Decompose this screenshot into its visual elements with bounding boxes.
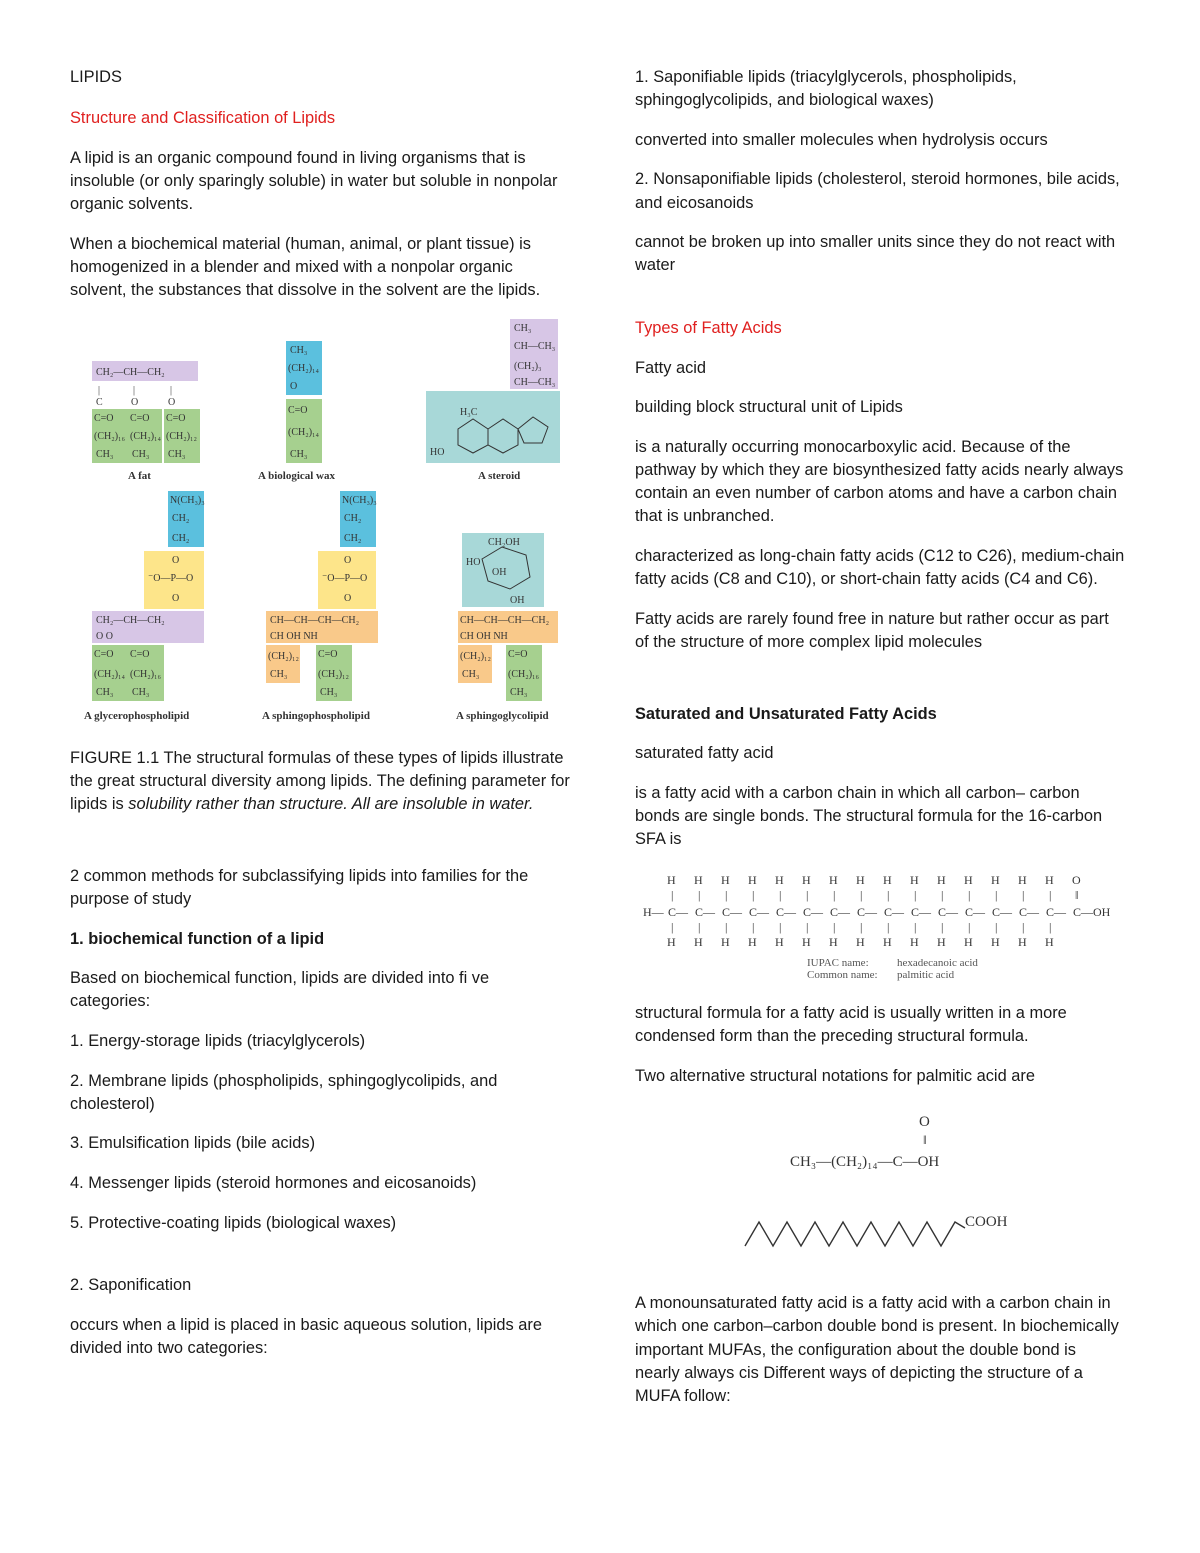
svg-text:|: | bbox=[725, 919, 728, 934]
svg-text:CH₃: CH₃ bbox=[320, 686, 338, 698]
svg-text:H: H bbox=[937, 872, 946, 887]
svg-text:|: | bbox=[1022, 919, 1025, 934]
svg-text:HO: HO bbox=[466, 556, 481, 568]
svg-text:CH₃: CH₃ bbox=[132, 448, 150, 460]
fatty-acid-def1: building block structural unit of Lipids bbox=[635, 398, 903, 417]
svg-text:CH₃: CH₃ bbox=[96, 448, 114, 460]
svg-text:CH OH NH: CH OH NH bbox=[460, 630, 508, 642]
svg-text:CH₃: CH₃ bbox=[510, 686, 528, 698]
methods-intro: 2 common methods for subclassifying lipids into families for the purpose of study bbox=[70, 866, 529, 908]
common-value: palmitic acid bbox=[897, 968, 955, 981]
caption-main: FIGURE 1.1 The structural formulas of these types of lipids illustrate the great structural diversity among lipids. The defining parameter for lipids is bbox=[70, 748, 570, 814]
svg-text:O: O bbox=[131, 396, 139, 408]
svg-text:CH—CH—CH—CH₂: CH—CH—CH—CH₂ bbox=[460, 614, 550, 626]
svg-text:|: | bbox=[887, 919, 890, 934]
section-heading-structure: Structure and Classification of Lipids bbox=[70, 109, 336, 128]
svg-text:HO: HO bbox=[430, 446, 445, 458]
saponifiable-item: 1. Saponifiable lipids (triacylglycerols, phospholipids, sphingoglycolipids, and biological waxes) bbox=[635, 68, 1017, 110]
svg-text:C—: C— bbox=[803, 904, 824, 919]
svg-text:|: | bbox=[698, 919, 701, 934]
svg-text:H: H bbox=[721, 872, 730, 887]
steroid-label: A steroid bbox=[478, 469, 521, 482]
svg-text:C=O: C=O bbox=[130, 648, 150, 660]
glycerophospholipid-label: A glycerophospholipid bbox=[84, 709, 190, 722]
fatty-acid-def2: is a naturally occurring monocarboxylic acid. Because of the pathway by which they are biosynthesized fatty acids nearly always contain an even number of carbon atoms and have a carbon chain that is unbranched. bbox=[635, 437, 1124, 526]
svg-text:|: | bbox=[806, 887, 809, 902]
fatty-acid-def4: Fatty acids are rarely found free in nature but rather occur as part of the structure of more complex lipid molecules bbox=[635, 609, 1109, 651]
category-item: 1. Energy-storage lipids (triacylglycerols) bbox=[70, 1031, 366, 1050]
svg-text:|: | bbox=[752, 887, 755, 902]
svg-text:|: | bbox=[806, 919, 809, 934]
steroid-structure bbox=[426, 319, 560, 482]
notations-text: Two alternative structural notations for palmitic acid are bbox=[635, 1066, 1035, 1085]
svg-text:H: H bbox=[964, 934, 973, 949]
svg-text:N(CH₃)₃: N(CH₃)₃ bbox=[342, 494, 377, 506]
nonsaponifiable-item: 2. Nonsaponifiable lipids (cholesterol, steroid hormones, bile acids, and eicosanoids bbox=[635, 170, 1120, 212]
svg-text:H: H bbox=[964, 872, 973, 887]
svg-text:(CH₂)₁₄: (CH₂)₁₄ bbox=[94, 668, 126, 680]
svg-text:|: | bbox=[941, 887, 944, 902]
svg-text:|: | bbox=[833, 919, 836, 934]
right-column bbox=[635, 66, 1125, 1425]
method1-text: Based on biochemical function, lipids are divided into fi ve categories: bbox=[70, 969, 490, 1011]
svg-text:CH₃: CH₃ bbox=[168, 448, 186, 460]
svg-text:O: O bbox=[172, 554, 180, 566]
method2-heading: 2. Saponification bbox=[70, 1276, 192, 1295]
svg-text:CH—CH—CH—CH₂: CH—CH—CH—CH₂ bbox=[270, 614, 360, 626]
svg-text:H: H bbox=[910, 872, 919, 887]
svg-text:|: | bbox=[995, 919, 998, 934]
lipid-extraction-paragraph: When a biochemical material (human, animal, or plant tissue) is homogenized in a blender and mixed with a nonpolar organic solvent, the substances that dissolve in the solvent are the lipids. bbox=[70, 234, 541, 300]
svg-text:H: H bbox=[883, 934, 892, 949]
svg-text:O: O bbox=[172, 592, 180, 604]
svg-text:CH₃: CH₃ bbox=[270, 668, 288, 680]
svg-text:C=O: C=O bbox=[94, 648, 114, 660]
svg-text:CH₂: CH₂ bbox=[344, 532, 362, 544]
saponifiable-desc: converted into smaller molecules when hydrolysis occurs bbox=[635, 130, 1048, 149]
svg-text:(CH₂)₁₂: (CH₂)₁₂ bbox=[166, 430, 198, 442]
left-column bbox=[70, 66, 570, 1377]
svg-text:H—: H— bbox=[643, 904, 664, 919]
svg-text:CH₂: CH₂ bbox=[172, 512, 190, 524]
svg-text:(CH₂)₃: (CH₂)₃ bbox=[514, 360, 542, 372]
svg-text:CH₂—CH—CH₂: CH₂—CH—CH₂ bbox=[96, 614, 165, 626]
svg-text:C—: C— bbox=[722, 904, 743, 919]
svg-text:|: | bbox=[941, 919, 944, 934]
caption-italic: solubility rather than structure. All are insoluble in water. bbox=[128, 795, 534, 814]
svg-text:H: H bbox=[1045, 872, 1054, 887]
svg-text:C=O: C=O bbox=[318, 648, 338, 660]
document-title: LIPIDS bbox=[70, 68, 122, 86]
svg-text:C=O: C=O bbox=[130, 412, 150, 424]
svg-text:|: | bbox=[671, 887, 674, 902]
svg-text:H: H bbox=[802, 934, 811, 949]
svg-text:C—: C— bbox=[938, 904, 959, 919]
svg-text:C—OH: C—OH bbox=[1073, 904, 1111, 919]
svg-text:C—: C— bbox=[911, 904, 932, 919]
svg-text:(CH₂)₁₄: (CH₂)₁₄ bbox=[288, 426, 320, 438]
svg-text:‖: ‖ bbox=[923, 1132, 927, 1148]
svg-text:C—: C— bbox=[668, 904, 689, 919]
svg-text:|: | bbox=[698, 887, 701, 902]
condensed-formula: CH₃—(CH₂)₁₄—C—OH bbox=[790, 1154, 940, 1171]
svg-text:C=O: C=O bbox=[166, 412, 186, 424]
svg-text:O: O bbox=[344, 592, 352, 604]
svg-text:(CH₂)₁₄: (CH₂)₁₄ bbox=[288, 362, 320, 374]
lipid-types-figure bbox=[78, 319, 568, 729]
wax-structure bbox=[258, 341, 336, 482]
svg-text:O O: O O bbox=[96, 630, 113, 642]
svg-text:C—: C— bbox=[1046, 904, 1067, 919]
svg-text:CH₂: CH₂ bbox=[172, 532, 190, 544]
condensed-text: structural formula for a fatty acid is usually written in a more condensed form than the preceding structural formula. bbox=[635, 1003, 1067, 1045]
svg-text:|: | bbox=[968, 919, 971, 934]
svg-text:|: | bbox=[133, 384, 136, 396]
common-label: Common name: bbox=[807, 968, 878, 981]
cooh-label: COOH bbox=[965, 1214, 1008, 1231]
svg-text:O: O bbox=[919, 1114, 930, 1131]
svg-text:(CH₂)₁₆: (CH₂)₁₆ bbox=[130, 668, 162, 680]
svg-text:|: | bbox=[887, 887, 890, 902]
svg-text:C—: C— bbox=[776, 904, 797, 919]
svg-text:|: | bbox=[170, 384, 173, 396]
svg-text:|: | bbox=[779, 919, 782, 934]
svg-text:CH₃: CH₃ bbox=[462, 668, 480, 680]
svg-text:|: | bbox=[1049, 887, 1052, 902]
svg-text:CH—CH₃: CH—CH₃ bbox=[514, 340, 556, 352]
sphingophospholipid-label: A sphingophospholipid bbox=[262, 709, 370, 722]
svg-text:C=O: C=O bbox=[288, 404, 308, 416]
svg-text:O: O bbox=[344, 554, 352, 566]
svg-text:(CH₂)₁₂: (CH₂)₁₂ bbox=[318, 668, 350, 680]
category-item: 4. Messenger lipids (steroid hormones and eicosanoids) bbox=[70, 1173, 477, 1192]
palmitic-acid-structural-formula bbox=[635, 868, 1125, 984]
svg-text:C: C bbox=[96, 396, 103, 408]
svg-text:|: | bbox=[995, 887, 998, 902]
svg-text:CH₃: CH₃ bbox=[290, 448, 308, 460]
palmitic-acid-alternative-notations bbox=[635, 1104, 1125, 1274]
svg-text:H: H bbox=[667, 872, 676, 887]
section-heading-saturated: Saturated and Unsaturated Fatty Acids bbox=[635, 704, 937, 723]
svg-text:C—: C— bbox=[749, 904, 770, 919]
sfa-definition: is a fatty acid with a carbon chain in which all carbon– carbon bonds are single bonds. The structural formula for the 16-carbon SFA is bbox=[635, 783, 1103, 849]
svg-text:CH₃: CH₃ bbox=[96, 686, 114, 698]
svg-text:|: | bbox=[671, 919, 674, 934]
svg-text:H: H bbox=[1018, 872, 1027, 887]
svg-text:(CH₂)₁₆: (CH₂)₁₆ bbox=[94, 430, 126, 442]
svg-text:H: H bbox=[991, 872, 1000, 887]
svg-text:H: H bbox=[991, 934, 1000, 949]
svg-text:CH OH NH: CH OH NH bbox=[270, 630, 318, 642]
method2-text: occurs when a lipid is placed in basic aqueous solution, lipids are divided into two categories: bbox=[70, 1315, 542, 1357]
svg-text:H: H bbox=[748, 934, 757, 949]
sphingoglycolipid-structure bbox=[456, 533, 558, 722]
svg-text:|: | bbox=[914, 887, 917, 902]
svg-text:O: O bbox=[290, 380, 298, 392]
svg-text:OH: OH bbox=[510, 594, 525, 606]
svg-text:⁻O—P—O: ⁻O—P—O bbox=[148, 572, 194, 584]
glycerophospholipid-structure bbox=[84, 491, 205, 722]
lipid-definition: A lipid is an organic compound found in living organisms that is insoluble (or only sparingly soluble) in water but soluble in nonpolar organic solvents. bbox=[70, 148, 558, 214]
svg-text:C=O: C=O bbox=[94, 412, 114, 424]
svg-text:|: | bbox=[779, 887, 782, 902]
svg-text:|: | bbox=[833, 887, 836, 902]
svg-text:(CH₂)₁₆: (CH₂)₁₆ bbox=[508, 668, 540, 680]
svg-text:H: H bbox=[856, 934, 865, 949]
svg-text:CH—CH₃: CH—CH₃ bbox=[514, 376, 556, 388]
figure-caption bbox=[70, 747, 570, 817]
svg-text:H: H bbox=[937, 934, 946, 949]
svg-text:H: H bbox=[775, 872, 784, 887]
svg-text:H: H bbox=[775, 934, 784, 949]
svg-text:H: H bbox=[802, 872, 811, 887]
svg-text:C—: C— bbox=[857, 904, 878, 919]
svg-text:|: | bbox=[1022, 887, 1025, 902]
svg-text:|: | bbox=[860, 887, 863, 902]
svg-text:H: H bbox=[694, 872, 703, 887]
svg-text:O: O bbox=[1072, 872, 1081, 887]
svg-text:OH: OH bbox=[492, 566, 507, 578]
fat-label: A fat bbox=[128, 469, 151, 482]
svg-text:N(CH₃)₃: N(CH₃)₃ bbox=[170, 494, 205, 506]
svg-text:(CH₂)₁₄: (CH₂)₁₄ bbox=[130, 430, 162, 442]
category-item: 3. Emulsification lipids (bile acids) bbox=[70, 1134, 316, 1153]
svg-text:|: | bbox=[968, 887, 971, 902]
svg-text:CH₃: CH₃ bbox=[290, 344, 308, 356]
svg-text:H: H bbox=[721, 934, 730, 949]
fatty-acid-def3: characterized as long-chain fatty acids (C12 to C26), medium-chain fatty acids (C8 and C10), or short-chain fatty acids (C4 and C6). bbox=[635, 546, 1125, 589]
section-heading-fatty-acids: Types of Fatty Acids bbox=[635, 318, 782, 337]
svg-text:C—: C— bbox=[695, 904, 716, 919]
category-item: 5. Protective-coating lipids (biological waxes) bbox=[70, 1213, 397, 1232]
svg-text:|: | bbox=[98, 384, 101, 396]
category-item: 2. Membrane lipids (phospholipids, sphingoglycolipids, and cholesterol) bbox=[70, 1071, 498, 1113]
wax-label: A biological wax bbox=[258, 469, 336, 482]
svg-text:H: H bbox=[1018, 934, 1027, 949]
svg-text:H: H bbox=[667, 934, 676, 949]
sfa-term: saturated fatty acid bbox=[635, 744, 774, 763]
svg-text:CH₃: CH₃ bbox=[132, 686, 150, 698]
svg-text:C—: C— bbox=[965, 904, 986, 919]
svg-text:|: | bbox=[1049, 919, 1052, 934]
svg-text:H: H bbox=[748, 872, 757, 887]
svg-text:CH₂—CH—CH₂: CH₂—CH—CH₂ bbox=[96, 366, 165, 378]
method1-heading: 1. biochemical function of a lipid bbox=[70, 929, 325, 948]
svg-text:H: H bbox=[829, 934, 838, 949]
svg-text:CH₃: CH₃ bbox=[514, 322, 532, 334]
svg-text:CH₂: CH₂ bbox=[344, 512, 362, 524]
svg-text:|: | bbox=[914, 919, 917, 934]
svg-text:H: H bbox=[829, 872, 838, 887]
fat-structure bbox=[92, 361, 200, 482]
iupac-value: hexadecanoic acid bbox=[897, 956, 978, 969]
mufa-text: A monounsaturated fatty acid is a fatty acid with a carbon chain in which one carbon–carbon double bond is present. In biochemically important MUFAs, the configuration about the double bond is nearly always cis Different ways of depicting the structure of a MUFA follow: bbox=[635, 1294, 1119, 1405]
fatty-acid-term: Fatty acid bbox=[635, 358, 707, 377]
svg-text:C—: C— bbox=[884, 904, 905, 919]
svg-text:H: H bbox=[694, 934, 703, 949]
svg-text:C—: C— bbox=[830, 904, 851, 919]
svg-text:C—: C— bbox=[992, 904, 1013, 919]
svg-text:H₃C: H₃C bbox=[460, 406, 478, 418]
iupac-label: IUPAC name: bbox=[807, 956, 869, 969]
svg-text:H: H bbox=[910, 934, 919, 949]
svg-text:H: H bbox=[1045, 934, 1054, 949]
nonsaponifiable-desc: cannot be broken up into smaller units since they do not react with water bbox=[635, 233, 1116, 275]
sphingoglycolipid-label: A sphingoglycolipid bbox=[456, 709, 549, 722]
svg-text:|: | bbox=[752, 919, 755, 934]
svg-text:(CH₂)₁₂: (CH₂)₁₂ bbox=[268, 650, 300, 662]
svg-text:H: H bbox=[856, 872, 865, 887]
svg-text:O: O bbox=[168, 396, 176, 408]
sphingophospholipid-structure bbox=[262, 491, 378, 722]
svg-text:‖: ‖ bbox=[1075, 887, 1079, 902]
svg-text:CH₂OH: CH₂OH bbox=[488, 536, 520, 548]
svg-text:⁻O—P—O: ⁻O—P—O bbox=[322, 572, 368, 584]
svg-text:H: H bbox=[883, 872, 892, 887]
svg-text:(CH₂)₁₂: (CH₂)₁₂ bbox=[460, 650, 492, 662]
svg-text:C=O: C=O bbox=[508, 648, 528, 660]
svg-text:|: | bbox=[860, 919, 863, 934]
svg-text:C—: C— bbox=[1019, 904, 1040, 919]
svg-text:|: | bbox=[725, 887, 728, 902]
